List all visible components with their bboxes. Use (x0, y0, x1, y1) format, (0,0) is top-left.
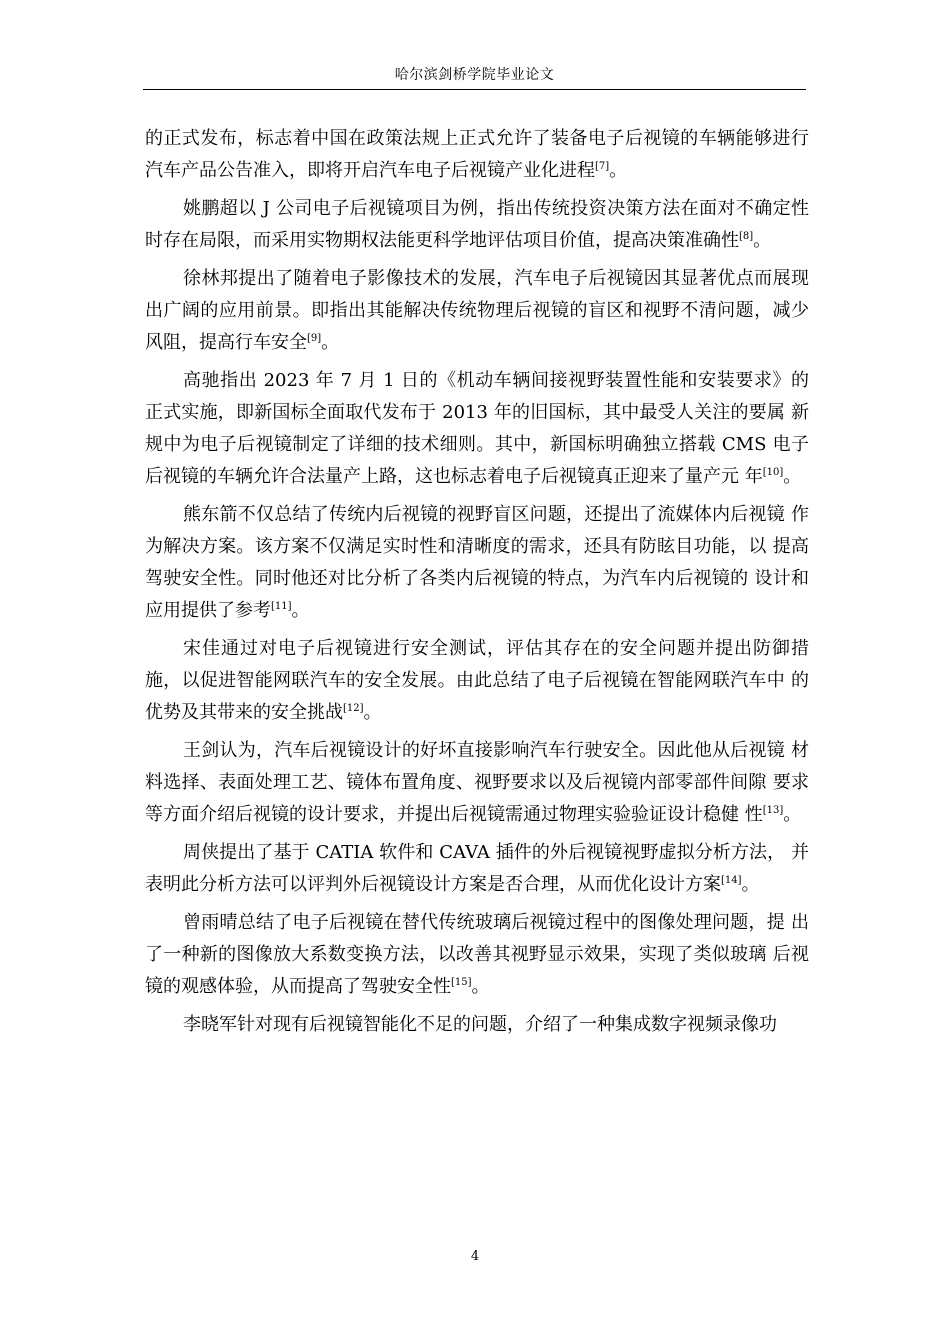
paragraph-end: 。 (783, 466, 802, 487)
header-divider (143, 89, 806, 90)
page-number: 4 (470, 1249, 480, 1264)
paragraph-text: 周侠提出了基于 CATIA 软件和 CAVA 插件的外后视镜视野虚拟分析方法， 并表明此分析方法可以评判外后视镜设计方案是否合理，从而优化设计方案 (145, 842, 809, 895)
paragraph-2 (145, 193, 809, 257)
paragraph-text: 姚鹏超以 J 公司电子后视镜项目为例，指出传统投资决策方法在面对不确定性时存在局限，而采用实物期权法能更科学地评估项目价值，提高决策准确性 (145, 198, 809, 251)
citation-ref: [8] (739, 231, 754, 242)
paragraph-text: 李晓军针对现有后视镜智能化不足的问题，介绍了一种集成数字视频录像功 (183, 1014, 777, 1035)
paragraph-end: 。 (783, 804, 802, 825)
paragraph-end: 。 (363, 702, 382, 723)
paragraph-text: 熊东箭不仅总结了传统内后视镜的视野盲区问题，还提出了流媒体内后视镜 作为解决方案。该方案不仅满足实时性和清晰度的需求，还具有防眩目功能，以 提高驾驶安全性。同时他还对比分析了各类内后视镜的特点，为汽车内后视镜的 设计和应用提供了参考 (145, 504, 809, 621)
paragraph-1 (145, 123, 809, 187)
citation-ref: [9] (307, 333, 322, 344)
paragraph-end: 。 (321, 332, 340, 353)
paragraph-text: 宋佳通过对电子后视镜进行安全测试，评估其存在的安全问题并提出防御措 施，以促进智能网联汽车的安全发展。由此总结了电子后视镜在智能网联汽车中 的优势及其带来的安全挑战 (145, 638, 809, 723)
citation-ref: [12] (343, 703, 364, 714)
paragraph-end: 。 (471, 976, 490, 997)
paragraph-text: 王剑认为，汽车后视镜设计的好坏直接影响汽车行驶安全。因此他从后视镜 材料选择、表面处理工艺、镜体布置角度、视野要求以及后视镜内部零部件间隙 要求等方面介绍后视镜的设计要求，并提出后视镜需通过物理实验验证设计稳健 性 (145, 740, 809, 825)
paragraph-3 (145, 263, 809, 359)
paragraph-text: 高驰指出 2023 年 7 月 1 日的《机动车辆间接视野装置性能和安装要求》的 正式实施，即新国标全面取代发布于 2013 年的旧国标，其中最受人关注的要属 新规中为电子后视镜制定了详细的技术细则。其中，新国标明确独立搭载 CMS 电子后视镜的车辆允许合法量产上路，这也标志着电子后视镜真正迎来了量产元 年 (145, 370, 809, 487)
citation-ref: [7] (595, 161, 610, 172)
citation-ref: [11] (271, 601, 292, 612)
paragraph-end: 。 (609, 160, 628, 181)
paragraph-8 (145, 837, 809, 901)
page-header-title: 哈尔滨剑桥学院毕业论文 (394, 67, 555, 83)
paragraph-9 (145, 907, 809, 1003)
paragraph-10 (145, 1009, 809, 1041)
paragraph-4 (145, 365, 809, 493)
paragraph-end: 。 (291, 600, 310, 621)
paragraph-7 (145, 735, 809, 831)
paragraph-text: 的正式发布，标志着中国在政策法规上正式允许了装备电子后视镜的车辆能够进行汽车产品公告准入，即将开启汽车电子后视镜产业化进程 (145, 128, 809, 181)
body-text (145, 123, 809, 1047)
citation-ref: [10] (762, 467, 784, 478)
citation-ref: [14] (721, 875, 742, 886)
paragraph-end: 。 (741, 874, 760, 895)
citation-ref: [15] (451, 977, 472, 988)
paragraph-end: 。 (753, 230, 772, 251)
paragraph-6 (145, 633, 809, 729)
paragraph-text: 曾雨晴总结了电子后视镜在替代传统玻璃后视镜过程中的图像处理问题，提 出了一种新的图像放大系数变换方法，以改善其视野显示效果，实现了类似玻璃 后视镜的观感体验，从而提高了驾驶安全性 (145, 912, 809, 997)
paragraph-5 (145, 499, 809, 627)
paragraph-text: 徐林邦提出了随着电子影像技术的发展，汽车电子后视镜因其显著优点而展现出广阔的应用前景。即指出其能解决传统物理后视镜的盲区和视野不清问题，减少风阻，提高行车安全 (145, 268, 809, 353)
citation-ref: [13] (762, 805, 784, 816)
